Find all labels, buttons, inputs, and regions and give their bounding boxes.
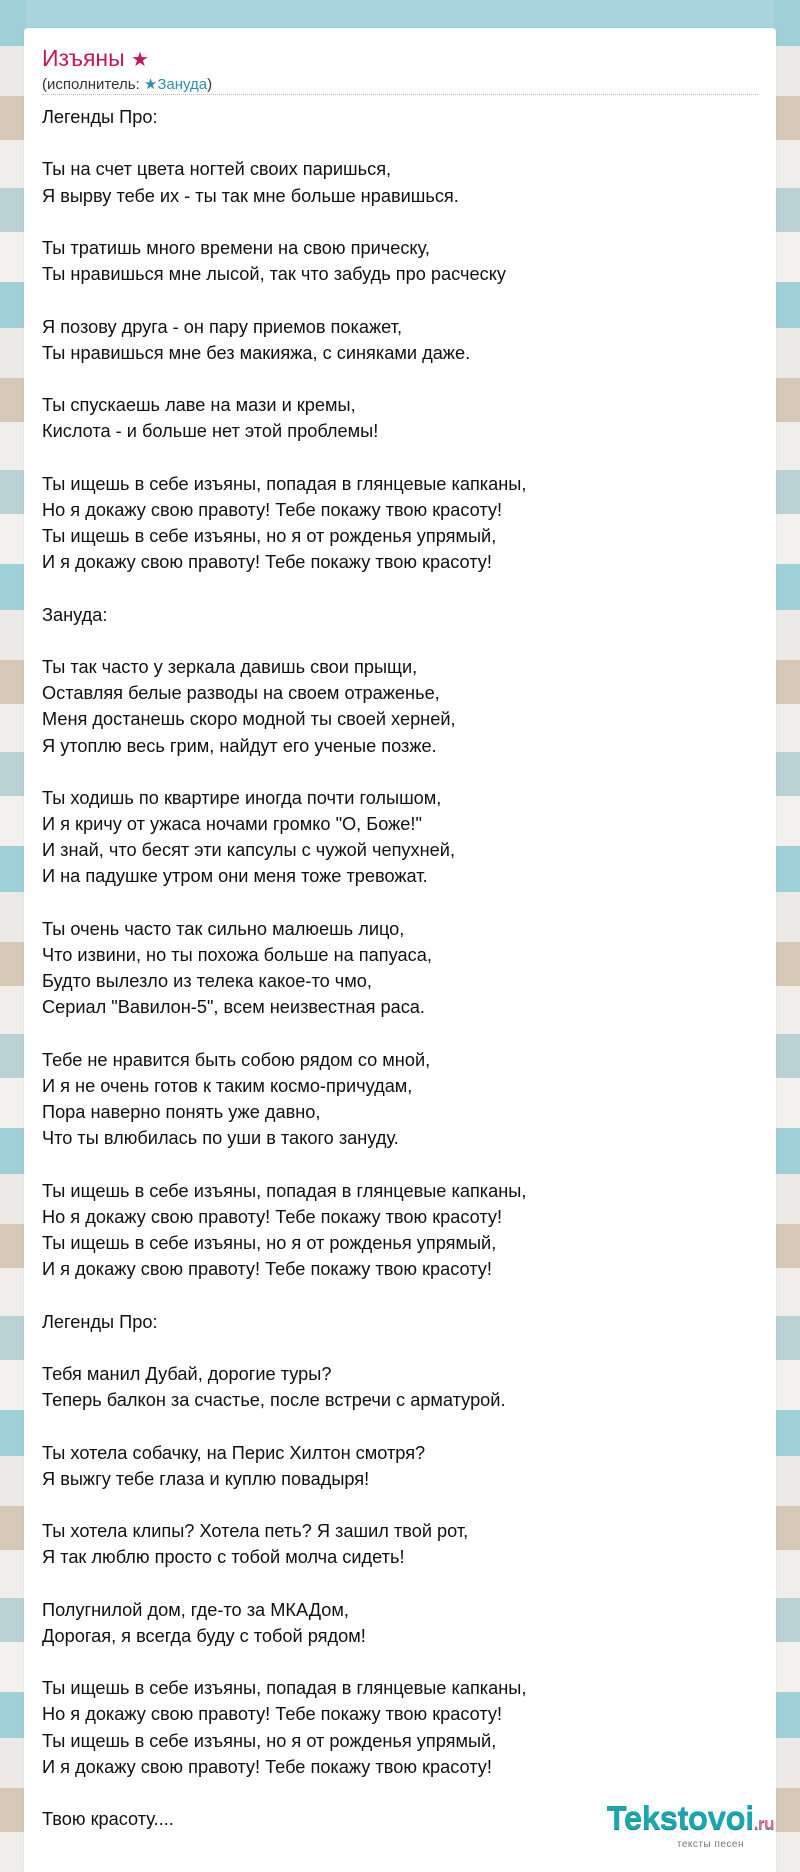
lyrics-line: Но я докажу свою правоту! Тебе покажу твою красоту! [42, 1206, 503, 1227]
lyrics-blank-line [42, 1021, 758, 1047]
lyrics-line: Сериал "Вавилон-5", всем неизвестная раса. [42, 997, 425, 1018]
lyrics-line: Я вырву тебе их - ты так мне больше нравишься. [42, 185, 459, 206]
lyrics-line: Ты так часто у зеркала давишь свои прыщи, [42, 656, 418, 677]
lyrics-line: Твою красоту.... [42, 1809, 174, 1830]
lyrics-blank-line [42, 130, 758, 156]
song-header [42, 44, 758, 95]
lyrics-line: Ты хотела клипы? Хотела петь? Я зашил твой рот, [42, 1521, 469, 1542]
logo-tagline: тексты песен [676, 1839, 744, 1850]
lyrics-line: И я докажу свою правоту! Тебе покажу твою красоту! [42, 1259, 492, 1280]
lyrics-blank-line [42, 1413, 758, 1439]
lyrics-card [24, 28, 776, 1872]
background-stripe-right [774, 0, 800, 1872]
lyrics-blank-line [42, 209, 758, 235]
lyrics-line: Зануда: [42, 604, 108, 625]
lyrics-line: Что извини, но ты похожа больше на папуаса, [42, 945, 432, 965]
lyrics-line: Я так люблю просто с тобой молча сидеть! [42, 1547, 405, 1568]
site-logo[interactable] [607, 1801, 774, 1850]
lyrics-blank-line [42, 287, 758, 313]
byline-prefix: (исполнитель: [42, 76, 144, 93]
lyrics-line: Ты ищешь в себе изъяны, но я от рожденья упрямый, [42, 1233, 497, 1254]
lyrics-line: Ты на счет цвета ногтей своих паришься, [42, 159, 392, 180]
lyrics-line: Легенды Про: [42, 107, 158, 127]
lyrics-blank-line [42, 575, 758, 601]
lyrics-blank-line [42, 759, 758, 785]
lyrics-line: Полугнилой дом, где-то за МКАДом, [42, 1599, 349, 1620]
lyrics-line: И на падушке утром они меня тоже тревожат. [42, 866, 428, 887]
song-title-text: Изъяны [42, 45, 125, 71]
logo-tld: .ru [753, 1814, 774, 1833]
artist-name: Зануда [157, 76, 208, 93]
lyrics-line: Теперь балкон за счастье, после встречи с арматурой. [42, 1390, 506, 1411]
lyrics-line: Будто вылезло из телека какое-то чмо, [42, 971, 372, 992]
lyrics-line: Ты ищешь в себе изъяны, попадая в глянцевые капканы, [42, 1678, 527, 1699]
lyrics-line: Дорогая, я всегда буду с тобой рядом! [42, 1625, 366, 1646]
lyrics-line: Что ты влюбилась по уши в такого зануду. [42, 1128, 399, 1149]
lyrics-line: И я кричу от ужаса ночами громко "О, Боже!" [42, 814, 422, 835]
lyrics-blank-line [42, 444, 758, 470]
lyrics-blank-line [42, 366, 758, 392]
lyrics-line: Ты ищешь в себе изъяны, попадая в глянцевые капканы, [42, 1180, 527, 1201]
lyrics-line: Я выжгу тебе глаза и куплю повадыря! [42, 1468, 370, 1489]
lyrics-blank-line [42, 890, 758, 916]
lyrics-line: Меня достанешь скоро модной ты своей херней, [42, 709, 456, 730]
lyrics-line: Оставляя белые разводы на своем отраженье, [42, 683, 440, 704]
lyrics-line: И знай, что бесят эти капсулы с чужой чепухней, [42, 840, 455, 861]
artist-link[interactable] [144, 76, 207, 93]
artist-star-icon: ★ [143, 76, 158, 93]
lyrics-blank-line [42, 1492, 758, 1518]
lyrics-blank-line [42, 1335, 758, 1361]
lyrics-line: Ты ищешь в себе изъяны, попадая в глянцевые капканы, [42, 473, 527, 494]
lyrics-line: Тебя манил Дубай, дорогие туры? [42, 1364, 332, 1384]
lyrics-line: Ты очень часто так сильно малюешь лицо, [42, 918, 405, 939]
lyrics-line: Ты хотела собачку, на Перис Хилтон смотря? [42, 1442, 426, 1463]
artist-byline [42, 75, 758, 95]
background-stripe-left [0, 0, 26, 1872]
lyrics-line: Я позову друга - он пару приемов покажет, [42, 316, 403, 337]
lyrics-line: Ты ходишь по квартире иногда почти голышом, [42, 787, 442, 808]
favorite-star-icon[interactable]: ★ [131, 49, 149, 71]
lyrics-line: И я докажу свою правоту! Тебе покажу твою красоту! [42, 1756, 492, 1777]
song-title [42, 44, 758, 74]
lyrics-line: Кислота - и больше нет этой проблемы! [42, 421, 379, 442]
lyrics-blank-line [42, 1649, 758, 1675]
lyrics-line: Ты спускаешь лаве на мази и кремы, [42, 395, 356, 416]
lyrics-line: Ты нравишься мне без макияжа, с синяками даже. [42, 342, 471, 363]
lyrics-blank-line [42, 1571, 758, 1597]
logo-name: Tekstovoi [606, 1799, 754, 1836]
lyrics-line: Ты ищешь в себе изъяны, но я от рожденья упрямый, [42, 526, 497, 546]
lyrics-line: Ты нравишься мне лысой, так что забудь про расческу [42, 264, 506, 285]
lyrics-line: Я утоплю весь грим, найдут его ученые позже. [42, 735, 437, 756]
lyrics-blank-line [42, 1282, 758, 1308]
lyrics-text [42, 104, 758, 1832]
lyrics-blank-line [42, 628, 758, 654]
lyrics-line: Легенды Про: [42, 1311, 158, 1332]
lyrics-line: Но я докажу свою правоту! Тебе покажу твою красоту! [42, 499, 503, 520]
lyrics-line: Пора наверно понять уже давно, [42, 1102, 321, 1123]
lyrics-line: Ты ищешь в себе изъяны, но я от рожденья упрямый, [42, 1730, 497, 1751]
byline-suffix: ) [207, 76, 213, 93]
lyrics-line: Ты тратишь много времени на свою прическу, [42, 237, 430, 258]
logo-wordmark [607, 1801, 774, 1841]
lyrics-line: И я докажу свою правоту! Тебе покажу твою красоту! [42, 552, 492, 573]
lyrics-line: Тебе не нравится быть собою рядом со мной, [42, 1049, 431, 1070]
lyrics-line: И я не очень готов к таким космо-причудам, [42, 1075, 413, 1096]
lyrics-line: Но я докажу свою правоту! Тебе покажу твою красоту! [42, 1704, 503, 1725]
lyrics-blank-line [42, 1152, 758, 1178]
